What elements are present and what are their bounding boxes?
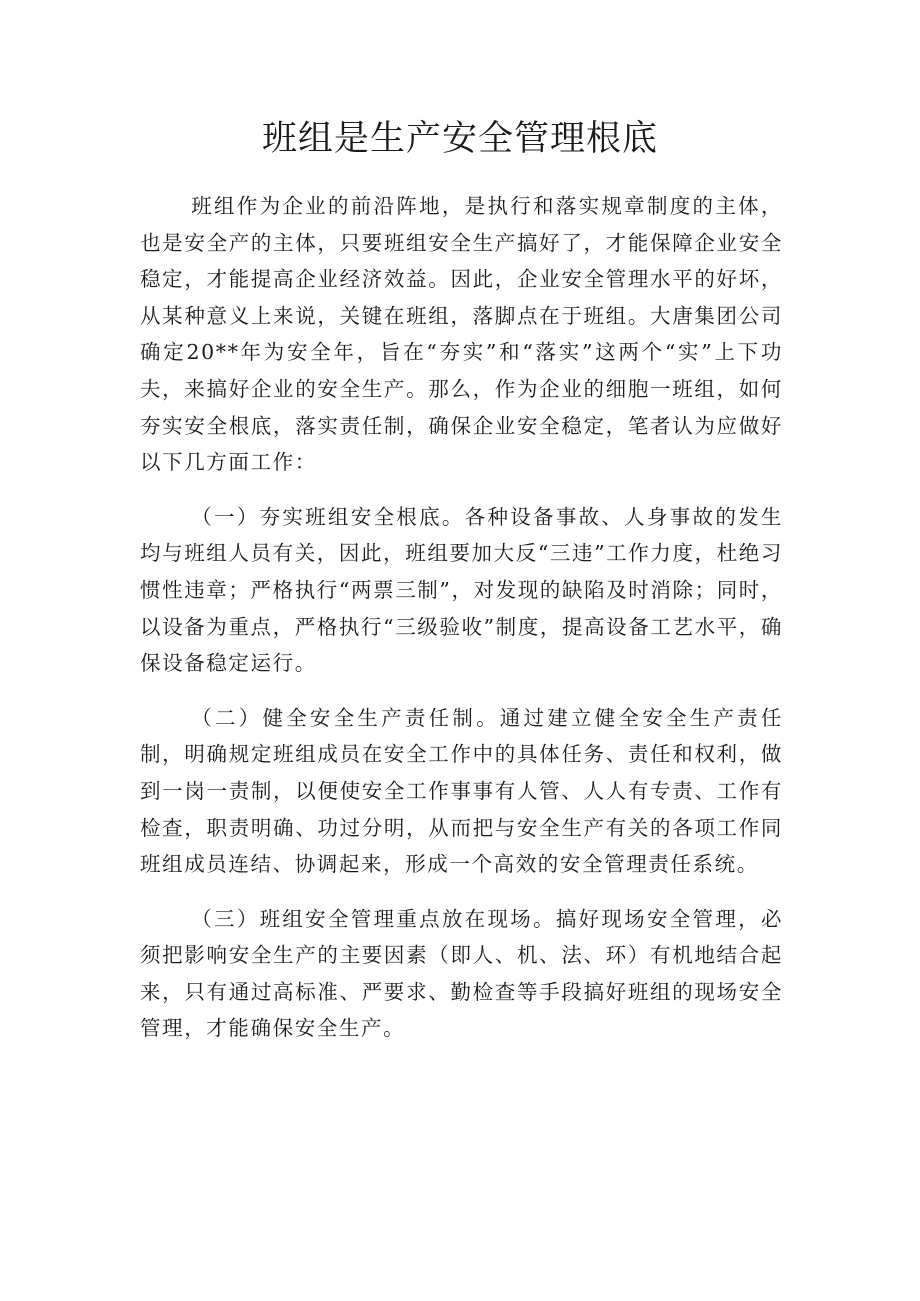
paragraph-section-3: （三）班组安全管理重点放在现场。搞好现场安全管理，必须把影响安全生产的主要因素（即人、机、法、环）有机地结合起来，只有通过高标准、严要求、勤检查等手段搞好班组的现场安全管理，才能确保安全生产。 bbox=[140, 906, 783, 1041]
paragraph-section-2: （二）健全安全生产责任制。通过建立健全安全生产责任制，明确规定班组成员在安全工作中的具体任务、责任和权利，做到一岗一责制，以便使安全工作事事有人管、人人有专责、工作有检查，职责明确、功过分明，从而把与安全生产有关的各项工作同班组成员连结、协调起来，形成一个高效的安全管理责任系统。 bbox=[140, 705, 783, 877]
paragraph-intro: 班组作为企业的前沿阵地，是执行和落实规章制度的主体，也是安全产的主体，只要班组安全生产搞好了，才能保障企业安全稳定，才能提高企业经济效益。因此，企业安全管理水平的好坏，从某种意义上来说，关键在班组，落脚点在于班组。大唐集团公司确定20**年为安全年，旨在“夯实”和“落实”这两个“实”上下功夫，来搞好企业的安全生产。那么，作为企业的细胞一班组，如何夯实安全根底，落实责任制，确保企业安全稳定，笔者认为应做好以下几方面工作： bbox=[140, 194, 783, 475]
paragraph-section-1: （一）夯实班组安全根底。各种设备事故、人身事故的发生均与班组人员有关，因此，班组要加大反“三违”工作力度，杜绝习惯性违章；严格执行“两票三制”，对发现的缺陷及时消除；同时，以设备为重点，严格执行“三级验收”制度，提高设备工艺水平，确保设备稳定运行。 bbox=[140, 504, 783, 676]
document-body bbox=[140, 188, 783, 1047]
document-title: 班组是生产安全管理根底 bbox=[261, 119, 658, 159]
